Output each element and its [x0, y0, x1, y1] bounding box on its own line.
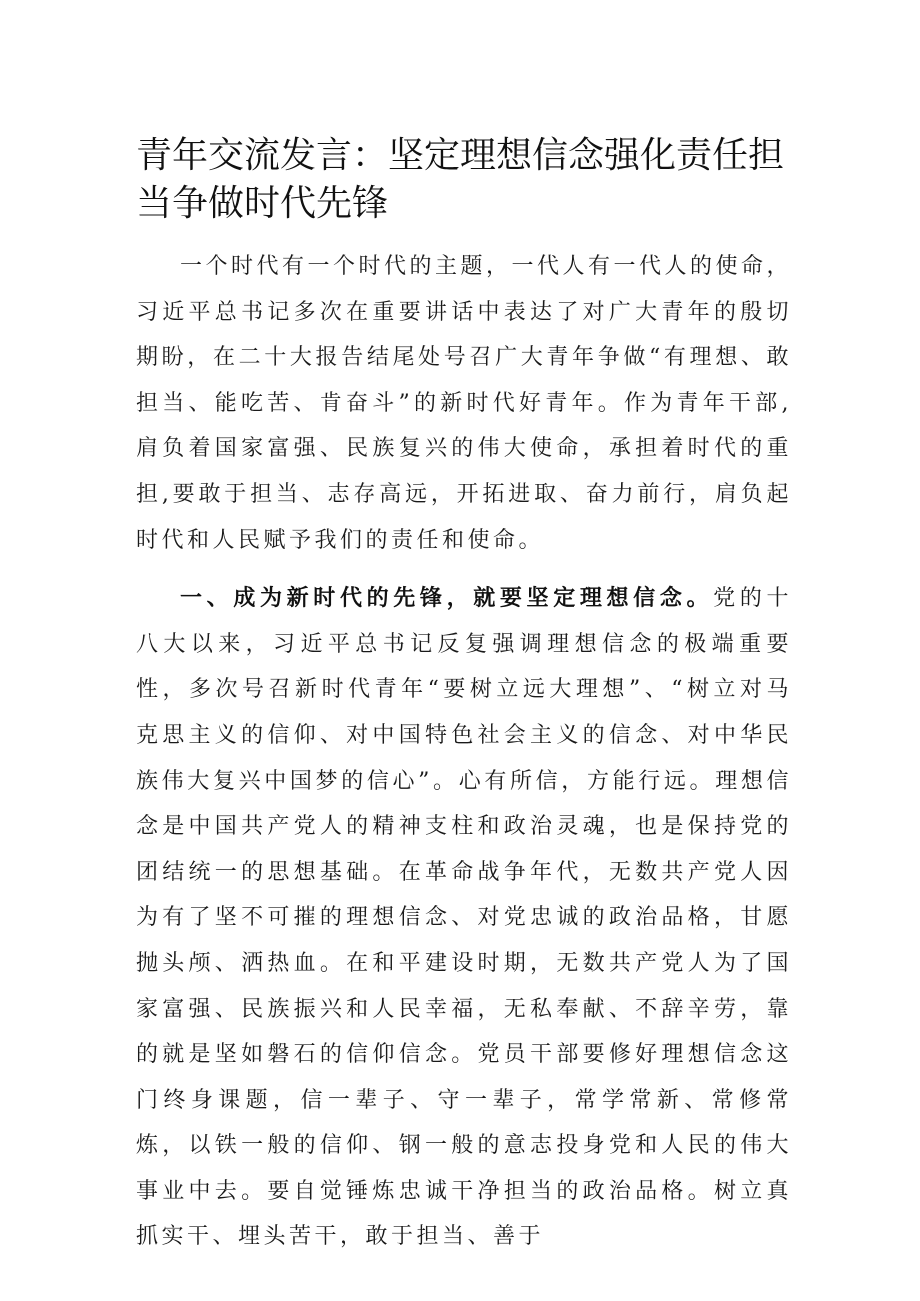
paragraph-intro: [136, 244, 792, 563]
paragraph-section-one: [136, 576, 792, 1260]
paragraph-text: 党的十八大以来，习近平总书记反复强调理想信念的极端重要性，多次号召新时代青年“要树立远大理想”、“树立对马克思主义的信仰、对中国特色社会主义的信念、对中华民族伟大复兴中国梦的信心”。心有所信，方能行远。理想信念是中国共产党人的精神支柱和政治灵魂，也是保持党的团结统一的思想基础。在革命战争年代，无数共产党人因为有了坚不可摧的理想信念、对党忠诚的政治品格，甘愿抛头颅、洒热血。在和平建设时期，无数共产党人为了国家富强、民族振兴和人民幸福，无私奉献、不辞辛劳，靠的就是坚如磐石的信仰信念。党员干部要修好理想信念这门终身课题，信一辈子、守一辈子，常学常新、常修常炼，以铁一般的信仰、钢一般的意志投身党和人民的伟大事业中去。要自觉锤炼忠诚干净担当的政治品格。树立真抓实干、埋头苦干，敢于担当、善于: [136, 586, 792, 1250]
document-title: 青年交流发言：坚定理想信念强化责任担当争做时代先锋: [136, 135, 785, 224]
section-heading: 一、成为新时代的先锋，就要坚定理想信念。: [180, 585, 714, 612]
paragraph-text: 一个时代有一个时代的主题，一代人有一代人的使命，习近平总书记多次在重要讲话中表达了对广大青年的殷切期盼，在二十大报告结尾处号召广大青年争做“有理想、敢担当、能吃苦、肯奋斗”的新时代好青年。作为青年干部,肩负着国家富强、民族复兴的伟大使命，承担着时代的重担,要敢于担当、志存高远，开拓进取、奋力前行，肩负起时代和人民赋予我们的责任和使命。: [136, 254, 793, 553]
document-body: [136, 244, 792, 1260]
